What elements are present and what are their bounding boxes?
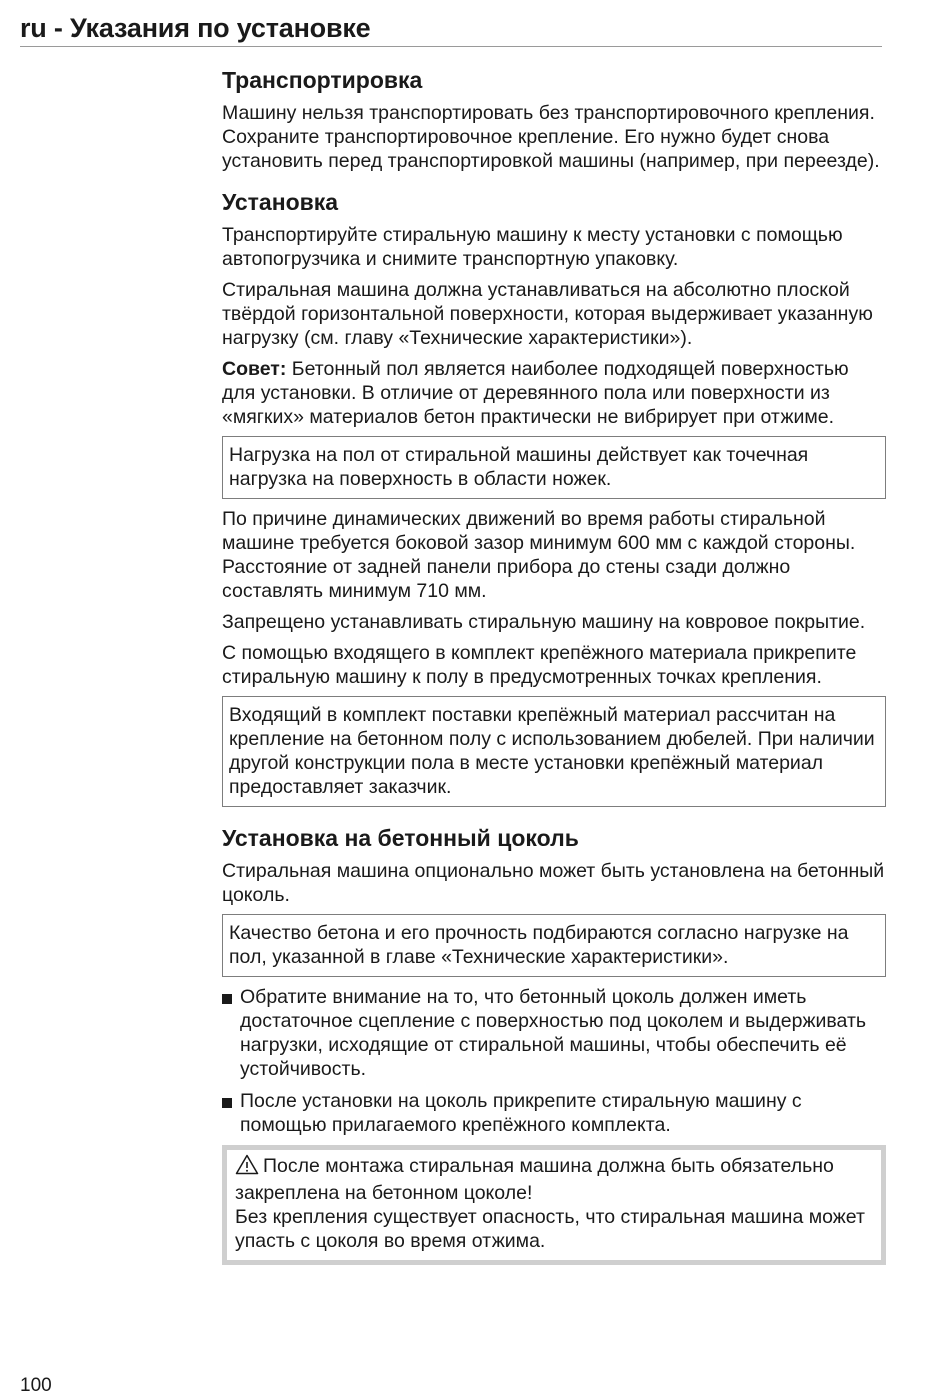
bullet-square-icon (222, 1089, 240, 1137)
warning-text-1: После монтажа стиральная машина должна быть обязательно закреплена на бетонном цоколе! (235, 1155, 834, 1204)
section-title-install: Установка (222, 189, 339, 215)
transport-paragraph: Машину нельзя транспортировать без транспортировочного крепления. Сохраните транспортировочное крепление. Его нужно будет снова установить перед транспортировкой машины (например, при переезде). (222, 102, 880, 172)
bullet-square-icon (222, 985, 240, 1081)
tip-text: Бетонный пол является наиболее подходящей поверхностью для установки. В отличие от деревянного пола или поверхности из «мягких» материалов бетон практически не вибрирует при отжиме. (222, 358, 849, 428)
list-item (222, 1089, 886, 1137)
install-paragraph-2: Стиральная машина должна устанавливаться на абсолютно плоской твёрдой горизонтальной поверхности, которая выдерживает указанную нагрузку (см. главу «Технические характеристики»). (222, 279, 873, 349)
note-box-concrete: Качество бетона и его прочность подбираются согласно нагрузке на пол, указанной в главе «Технические характеристики». (222, 914, 886, 977)
warning-triangle-icon (235, 1154, 259, 1181)
note-box-floor-load: Нагрузка на пол от стиральной машины действует как точечная нагрузка на поверхность в области ножек. (222, 436, 886, 499)
section-title-plinth: Установка на бетонный цоколь (222, 825, 579, 851)
main-content (222, 65, 886, 1265)
list-item-text: Обратите внимание на то, что бетонный цоколь должен иметь достаточное сцепление с поверхностью под цоколем и выдерживать нагрузки, исходящие от стиральной машины, чтобы обеспечить её устойчивость. (240, 986, 867, 1080)
plinth-bullet-list (222, 985, 886, 1137)
page-number: 100 (20, 1375, 52, 1396)
page-header (20, 10, 882, 47)
section-title-transport: Транспортировка (222, 67, 423, 93)
plinth-paragraph-1: Стиральная машина опционально может быть установлена на бетонный цоколь. (222, 860, 885, 906)
note-box-fasteners: Входящий в комплект поставки крепёжный материал рассчитан на крепление на бетонном полу с использованием дюбелей. При наличии другой конструкции пола в месте установки крепёжный материал предоставляет заказчик. (222, 696, 886, 807)
page-header-title: ru - Указания по установке (20, 13, 371, 43)
list-item-text: После установки на цоколь прикрепите стиральную машину с помощью прилагаемого крепёжного комплекта. (240, 1090, 802, 1136)
install-paragraph-1: Транспортируйте стиральную машину к месту установки с помощью автопогрузчика и снимите транспортную упаковку. (222, 224, 843, 270)
install-paragraph-5: С помощью входящего в комплект крепёжного материала прикрепите стиральную машину к полу в предусмотренных точках крепления. (222, 642, 857, 688)
install-paragraph-3: По причине динамических движений во время работы стиральной машине требуется боковой зазор минимум 600 мм с каждой стороны. Расстояние от задней панели прибора до стены сзади должно составлять минимум 710 мм. (222, 508, 856, 602)
tip-label: Совет: (222, 358, 287, 380)
warning-box (222, 1145, 886, 1265)
tip-paragraph (222, 357, 886, 429)
install-paragraph-4: Запрещено устанавливать стиральную машину на ковровое покрытие. (222, 611, 866, 633)
list-item (222, 985, 886, 1081)
warning-text-2: Без крепления существует опасность, что стиральная машина может упасть с цоколя во время отжима. (235, 1206, 865, 1252)
